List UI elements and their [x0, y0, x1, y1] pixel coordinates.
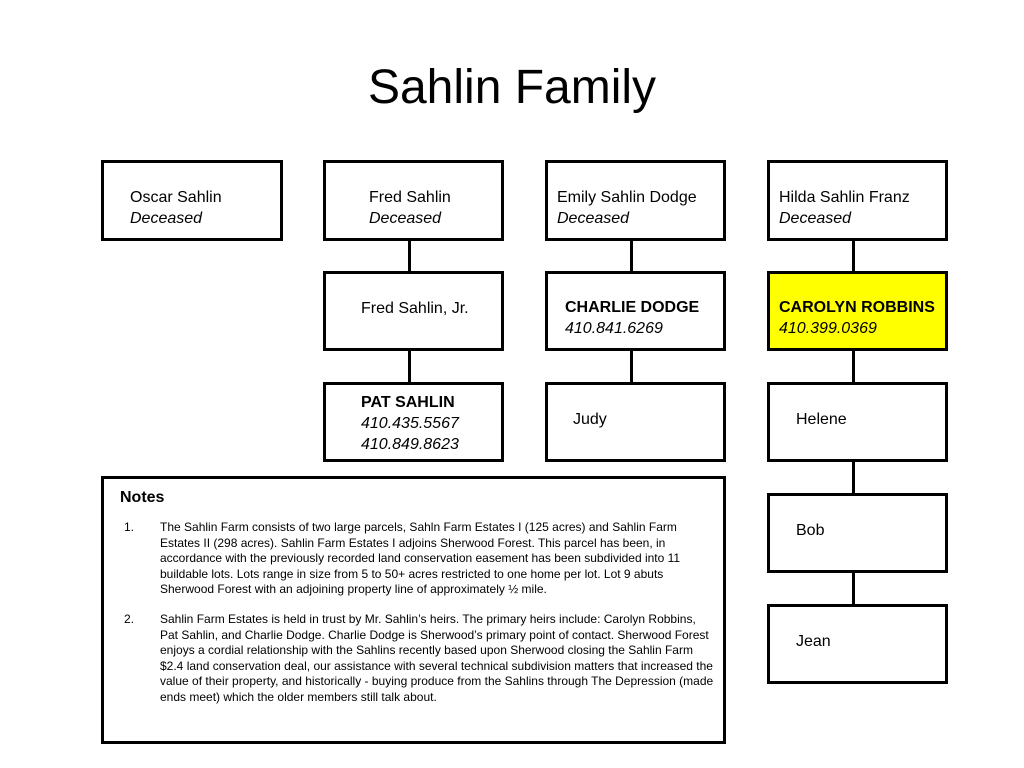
person-name: Bob	[796, 522, 825, 539]
connector-fred-jr-to-pat	[408, 350, 411, 383]
note-number: 2.	[124, 612, 135, 626]
person-box-emily-sahlin-dodge	[545, 160, 726, 241]
note-text: The Sahlin Farm consists of two large parcels, Sahln Farm Estates I (125 acres) and Sahlin Farm Estates II (298 acres). Sahlin Farm Estates I adjoins Sherwood Forest. This parcel has been, in accordance with the previously recorded land conservation easement has been subdivided into 11 buildable lots. Lots range in size from 5 to 50+ acres restricted to one home per lot. Lot 9 abuts Sherwood Forest with an adjoining property line of approximately ½ mile.	[160, 520, 681, 596]
person-name: CHARLIE DODGE	[565, 299, 700, 316]
person-box-carolyn-robbins	[767, 271, 948, 351]
person-status: Deceased	[557, 210, 630, 227]
person-status: Deceased	[779, 210, 852, 227]
person-name: Oscar Sahlin	[130, 189, 222, 206]
connector-bob-to-jean	[852, 572, 855, 605]
person-name: Helene	[796, 411, 847, 428]
phone-number: 410.435.5567	[361, 415, 459, 432]
person-box-pat-sahlin	[323, 382, 504, 462]
person-box-fred-sahlin-jr	[323, 271, 504, 351]
notes-title: Notes	[120, 489, 165, 506]
phone-number: 410.399.0369	[779, 320, 877, 337]
connector-fred-to-fred-jr	[408, 240, 411, 272]
note-number: 1.	[124, 520, 135, 534]
person-name: Jean	[796, 633, 831, 650]
person-box-oscar-sahlin	[101, 160, 283, 241]
person-name: Judy	[573, 411, 607, 428]
person-name: Fred Sahlin	[369, 189, 451, 206]
notes-panel	[101, 476, 726, 744]
phone-number: 410.849.8623	[361, 436, 459, 453]
page-title: Sahlin Family	[367, 61, 657, 114]
person-name: CAROLYN ROBBINS	[779, 299, 935, 316]
person-box-hilda-sahlin-franz	[767, 160, 948, 241]
person-box-jean	[767, 604, 948, 684]
person-name: Fred Sahlin, Jr.	[361, 300, 469, 317]
person-box-fred-sahlin	[323, 160, 504, 241]
connector-carolyn-to-helene	[852, 350, 855, 383]
connector-hilda-to-carolyn	[852, 240, 855, 272]
person-box-judy	[545, 382, 726, 462]
person-name: Emily Sahlin Dodge	[557, 189, 697, 206]
person-status: Deceased	[130, 210, 203, 227]
person-box-helene	[767, 382, 948, 462]
person-name: Hilda Sahlin Franz	[779, 189, 910, 206]
note-text: Sahlin Farm Estates is held in trust by Mr. Sahlin’s heirs. The primary heirs include: Carolyn Robbins, Pat Sahlin, and Charlie Dodge. Charlie Dodge is Sherwood’s primary point of contact. Sherwood Forest enjoys a cordial relationship with the Sahlins recently based upon Sherwood closing the Sahlin Farm $2.4 land conservation deal, our assistance with several technical subdivision matters that increased the value of their property, and historically - buying produce from the Sahlins through The Depression (made ends meet) which the older members still talk about.	[160, 612, 714, 704]
person-box-bob	[767, 493, 948, 573]
connector-helene-to-bob	[852, 461, 855, 494]
connector-charlie-to-judy	[630, 350, 633, 383]
person-box-charlie-dodge	[545, 271, 726, 351]
connector-emily-to-charlie	[630, 240, 633, 272]
person-status: Deceased	[369, 210, 442, 227]
person-name: PAT SAHLIN	[361, 394, 455, 411]
phone-number: 410.841.6269	[565, 320, 663, 337]
